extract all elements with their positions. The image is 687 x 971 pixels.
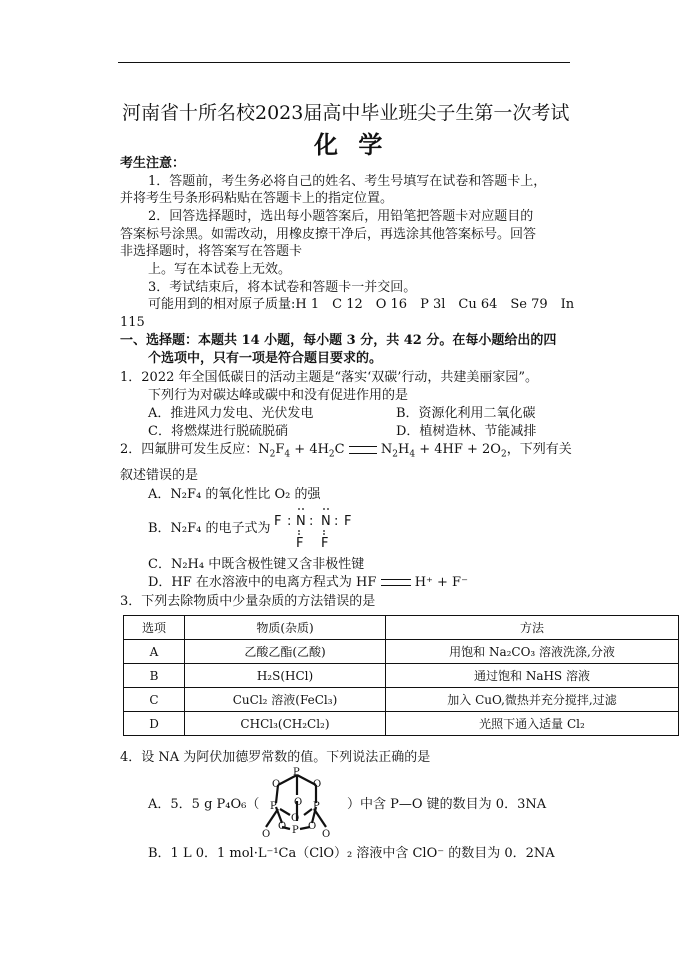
notice-heading: 考生注意： <box>120 156 186 171</box>
svg-text:O: O <box>272 779 281 790</box>
svg-text:O: O <box>291 813 300 824</box>
n2f4-electron-formula-diagram <box>272 503 362 551</box>
svg-text::: : <box>287 514 292 529</box>
svg-text:P: P <box>270 801 277 812</box>
table-cell: CuCl₂ 溶液(FeCl₃) <box>185 688 386 712</box>
table-cell: A <box>124 640 185 664</box>
impurity-removal-table <box>123 615 679 736</box>
q2-stem-line2: 叙述错误的是 <box>120 468 199 483</box>
table-header-cell: 选项 <box>124 616 185 640</box>
q2-stem-tail: ，下列有关 <box>506 442 572 457</box>
svg-text:F: F <box>296 536 304 551</box>
q1-stem-line1: 1．2022 年全国低碳日的活动主题是“落实‘双碳’行动，共建美丽家园”。 <box>120 370 539 385</box>
svg-text:O: O <box>294 797 303 808</box>
notice-item2-line4: 上。写在本试卷上无效。 <box>148 262 292 277</box>
table-cell: 通过饱和 NaHS 溶液 <box>386 664 679 688</box>
table-cell: 乙酸乙酯(乙酸) <box>185 640 386 664</box>
notice-item1-line1: 1．答题前，考生务必将自己的姓名、考生号填写在试卷和答题卡上， <box>148 174 547 189</box>
table-header-cell: 物质(杂质) <box>185 616 386 640</box>
q2-stem-prefix: 2．四氟肼可发生反应：N <box>120 442 270 457</box>
notice-item1-line2: 并将考生号条形码粘贴在答题卡上的指定位置。 <box>120 191 394 206</box>
svg-text:O: O <box>262 829 271 840</box>
q3-stem: 3．下列去除物质中少量杂质的方法错误的是 <box>120 594 376 609</box>
atomic-mass-line1: 可能用到的相对原子质量:H 1 C 12 O 16 P 3l Cu 64 Se 79 In <box>148 297 575 312</box>
q1-option-a: A．推进风力发电、光伏发电 <box>148 406 314 421</box>
svg-text:F: F <box>344 514 352 529</box>
table-row <box>124 712 679 736</box>
svg-text:P: P <box>313 801 320 812</box>
table-row <box>124 688 679 712</box>
svg-text:F: F <box>321 536 329 551</box>
svg-text:P: P <box>293 767 300 778</box>
q4-option-a-suffix: ）中含 P—O 键的数目为 0．3NA <box>347 797 547 812</box>
section1-heading-line1: 一、选择题：本题共 14 小题，每小题 3 分，共 42 分。在每小题给出的四 <box>120 333 557 348</box>
header-rule <box>118 62 570 63</box>
svg-text:N: N <box>321 514 331 529</box>
q4-stem: 4．设 NA 为阿伏加德罗常数的值。下列说法正确的是 <box>120 750 431 765</box>
q2-option-d-suffix: H⁺ + F⁻ <box>414 575 468 590</box>
svg-text:O: O <box>278 821 287 832</box>
equilibrium-double-bar-icon <box>349 446 377 454</box>
table-row <box>124 664 679 688</box>
atomic-mass-line2: 115 <box>120 315 145 330</box>
q1-option-c: C．将燃煤进行脱硫脱硝 <box>148 424 288 439</box>
section1-heading-line2: 个选项中，只有一项是符合题目要求的。 <box>148 351 383 366</box>
q4-option-a-prefix: A．5．5 g P₄O₆（ <box>148 797 260 812</box>
table-row <box>124 640 679 664</box>
q2-option-d-prefix: D．HF 在水溶液中的电离方程式为 HF <box>148 575 377 590</box>
svg-text:O: O <box>313 779 322 790</box>
table-cell: CHCl₃(CH₂Cl₂) <box>185 712 386 736</box>
table-cell: 用饱和 Na₂CO₃ 溶液洗涤,分液 <box>386 640 679 664</box>
svg-text:O: O <box>322 829 331 840</box>
svg-text:N: N <box>296 514 306 529</box>
notice-item3: 3．考试结束后，将本试卷和答题卡一并交回。 <box>148 280 417 295</box>
q2-stem-line1: 2．四氟肼可发生反应：$N_2F_4 + 4H_2C$ $N_2H_4 + 4HF + 2O_2$，下列有关 <box>120 442 572 460</box>
exam-title: 河南省十所名校2023届高中毕业班尖子生第一次考试 <box>122 102 570 124</box>
table-cell: 光照下通入适量 Cl₂ <box>386 712 679 736</box>
reversible-arrow-icon <box>381 579 411 586</box>
q2-option-b-label: B．N₂F₄ 的电子式为 <box>148 521 271 536</box>
table-cell: C <box>124 688 185 712</box>
svg-text:O: O <box>308 821 317 832</box>
table-cell: H₂S(HCl) <box>185 664 386 688</box>
notice-item2-line2: 答案标号涂黑。如需改动，用橡皮擦干净后，再选涂其他答案标号。回答 <box>120 227 537 242</box>
q1-option-b: B．资源化利用二氧化碳 <box>396 406 536 421</box>
table-header-cell: 方法 <box>386 616 679 640</box>
q1-option-d: D．植树造林、节能减排 <box>396 424 537 439</box>
q4-option-b: B．1 L 0．1 mol·L⁻¹Ca（ClO）₂ 溶液中含 ClO⁻ 的数目为 0．2NA <box>148 846 555 861</box>
table-cell: B <box>124 664 185 688</box>
exam-subject: 化 学 <box>314 130 389 159</box>
table-cell: D <box>124 712 185 736</box>
q2-option-d <box>148 575 468 591</box>
svg-text:F: F <box>274 514 282 529</box>
table-header-row <box>124 616 679 640</box>
q2-option-c: C．N₂H₄ 中既含极性键又含非极性键 <box>148 557 365 572</box>
svg-text::: : <box>309 514 314 529</box>
q1-stem-line2: 下列行为对碳达峰或碳中和没有促进作用的是 <box>148 388 409 403</box>
q2-option-a: A．N₂F₄ 的氧化性比 O₂ 的强 <box>148 487 321 502</box>
svg-text::: : <box>334 514 339 529</box>
svg-text:P: P <box>292 825 299 836</box>
p4o6-structure-diagram <box>250 765 344 843</box>
notice-item2-line1: 2．回答选择题时，选出每小题答案后，用铅笔把答题卡对应题目的 <box>148 209 534 224</box>
notice-item2-line3: 非选择题时，将答案写在答题卡 <box>120 244 303 259</box>
table-cell: 加入 CuO,微热并充分搅拌,过滤 <box>386 688 679 712</box>
